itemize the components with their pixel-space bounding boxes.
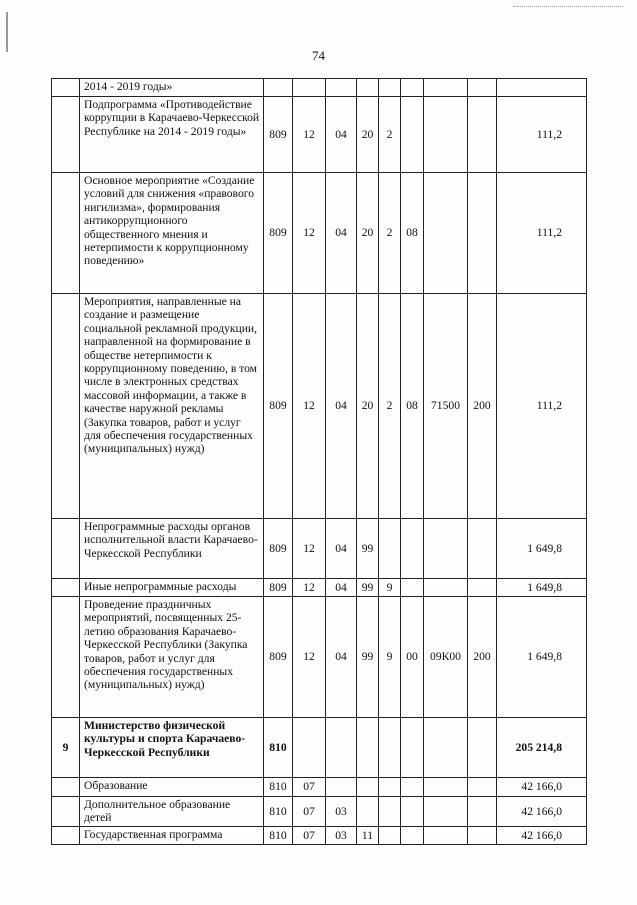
row-name: Иные непрограммные расходы bbox=[80, 579, 264, 597]
row-number: 9 bbox=[52, 718, 80, 778]
code-program: 20 bbox=[357, 97, 379, 173]
row-amount: 42 166,0 bbox=[497, 778, 587, 797]
code-direction: 09К00 bbox=[424, 597, 468, 718]
code-section bbox=[293, 79, 326, 97]
table-row bbox=[52, 827, 587, 845]
code-subprogram bbox=[379, 519, 401, 579]
code-subprogram: 2 bbox=[379, 173, 401, 294]
scan-margin-mark bbox=[6, 12, 8, 52]
table-row bbox=[52, 718, 587, 778]
code-subprogram bbox=[379, 797, 401, 827]
code-subsection bbox=[326, 79, 357, 97]
code-ministry: 810 bbox=[264, 797, 293, 827]
code-section: 12 bbox=[293, 294, 326, 519]
row-amount: 111,2 bbox=[497, 97, 587, 173]
code-subsection: 04 bbox=[326, 173, 357, 294]
code-subprogram: 2 bbox=[379, 97, 401, 173]
code-direction bbox=[424, 778, 468, 797]
row-name: Подпрограмма «Противодействие коррупции в Карачаево-Черкесской Республике на 2014 - 2019 годы» bbox=[80, 97, 264, 173]
code-expense-type bbox=[468, 579, 497, 597]
row-name: Основное мероприятие «Создание условий для снижения «правового нигилизма», формирования антикоррупционного общественного мнения и нетерпимости к коррупционному поведению» bbox=[80, 173, 264, 294]
code-subprogram bbox=[379, 778, 401, 797]
row-amount: 205 214,8 bbox=[497, 718, 587, 778]
table-row bbox=[52, 294, 587, 519]
code-subsection: 03 bbox=[326, 797, 357, 827]
code-section: 07 bbox=[293, 778, 326, 797]
table-row bbox=[52, 797, 587, 827]
code-subprogram: 9 bbox=[379, 579, 401, 597]
row-name: Дополнительное образование детей bbox=[80, 797, 264, 827]
table-row bbox=[52, 79, 587, 97]
row-name: Непрограммные расходы органов исполнительной власти Карачаево-Черкесской Республики bbox=[80, 519, 264, 579]
code-event bbox=[401, 579, 424, 597]
code-event bbox=[401, 797, 424, 827]
code-ministry: 809 bbox=[264, 294, 293, 519]
row-name: Мероприятия, направленные на создание и размещение социальной рекламной продукции, направленной на формирование в обществе нетерпимости к коррупционному поведению, в том числе в электронных средствах массовой информации, а также в качестве наружной рекламы (Закупка товаров, работ и услуг для обеспечения государственных (муниципальных) нужд) bbox=[80, 294, 264, 519]
code-subsection: 04 bbox=[326, 519, 357, 579]
row-number bbox=[52, 797, 80, 827]
code-event bbox=[401, 827, 424, 845]
code-event bbox=[401, 519, 424, 579]
table-row bbox=[52, 579, 587, 597]
row-amount: 42 166,0 bbox=[497, 797, 587, 827]
code-subprogram: 9 bbox=[379, 597, 401, 718]
code-direction bbox=[424, 579, 468, 597]
code-program bbox=[357, 79, 379, 97]
code-direction bbox=[424, 519, 468, 579]
table-row bbox=[52, 597, 587, 718]
code-section: 12 bbox=[293, 519, 326, 579]
code-ministry: 809 bbox=[264, 173, 293, 294]
code-ministry: 809 bbox=[264, 579, 293, 597]
code-subsection: 04 bbox=[326, 597, 357, 718]
code-section: 12 bbox=[293, 579, 326, 597]
scan-top-dash bbox=[513, 6, 623, 7]
row-number bbox=[52, 79, 80, 97]
code-section bbox=[293, 718, 326, 778]
code-ministry: 809 bbox=[264, 97, 293, 173]
code-program bbox=[357, 797, 379, 827]
code-ministry: 810 bbox=[264, 827, 293, 845]
row-number bbox=[52, 97, 80, 173]
code-event: 00 bbox=[401, 597, 424, 718]
code-program: 99 bbox=[357, 519, 379, 579]
code-expense-type bbox=[468, 797, 497, 827]
row-amount bbox=[497, 79, 587, 97]
code-program: 20 bbox=[357, 173, 379, 294]
row-amount: 111,2 bbox=[497, 294, 587, 519]
code-expense-type bbox=[468, 778, 497, 797]
page-number: 74 bbox=[312, 48, 325, 63]
code-expense-type bbox=[468, 173, 497, 294]
code-direction: 71500 bbox=[424, 294, 468, 519]
code-subsection: 03 bbox=[326, 827, 357, 845]
table-row bbox=[52, 97, 587, 173]
code-ministry bbox=[264, 79, 293, 97]
row-name: Проведение праздничных мероприятий, посвященных 25-летию образования Карачаево-Черкесской Республики (Закупка товаров, работ и услуг для обеспечения государственных (муниципальных) нужд) bbox=[80, 597, 264, 718]
code-section: 12 bbox=[293, 173, 326, 294]
code-program: 99 bbox=[357, 597, 379, 718]
code-program: 20 bbox=[357, 294, 379, 519]
row-number bbox=[52, 519, 80, 579]
row-number bbox=[52, 778, 80, 797]
table-row bbox=[52, 778, 587, 797]
code-event: 08 bbox=[401, 173, 424, 294]
budget-table bbox=[51, 78, 587, 845]
code-expense-type bbox=[468, 718, 497, 778]
code-program: 99 bbox=[357, 579, 379, 597]
code-subsection: 04 bbox=[326, 97, 357, 173]
code-direction bbox=[424, 79, 468, 97]
code-event: 08 bbox=[401, 294, 424, 519]
code-subsection: 04 bbox=[326, 294, 357, 519]
code-program: 11 bbox=[357, 827, 379, 845]
row-number bbox=[52, 173, 80, 294]
table-row bbox=[52, 519, 587, 579]
row-number bbox=[52, 827, 80, 845]
table-row bbox=[52, 173, 587, 294]
code-expense-type bbox=[468, 827, 497, 845]
row-number bbox=[52, 294, 80, 519]
code-section: 12 bbox=[293, 97, 326, 173]
code-program bbox=[357, 778, 379, 797]
code-ministry: 809 bbox=[264, 597, 293, 718]
code-direction bbox=[424, 718, 468, 778]
code-subprogram: 2 bbox=[379, 294, 401, 519]
code-direction bbox=[424, 797, 468, 827]
code-event bbox=[401, 97, 424, 173]
row-number bbox=[52, 597, 80, 718]
code-event bbox=[401, 778, 424, 797]
code-subsection: 04 bbox=[326, 579, 357, 597]
code-expense-type bbox=[468, 97, 497, 173]
row-name: Образование bbox=[80, 778, 264, 797]
code-subprogram bbox=[379, 718, 401, 778]
code-section: 07 bbox=[293, 827, 326, 845]
code-direction bbox=[424, 827, 468, 845]
code-ministry: 809 bbox=[264, 519, 293, 579]
row-amount: 1 649,8 bbox=[497, 579, 587, 597]
code-ministry: 810 bbox=[264, 778, 293, 797]
code-expense-type bbox=[468, 519, 497, 579]
row-amount: 111,2 bbox=[497, 173, 587, 294]
code-subprogram bbox=[379, 827, 401, 845]
row-amount: 1 649,8 bbox=[497, 597, 587, 718]
code-ministry: 810 bbox=[264, 718, 293, 778]
row-amount: 42 166,0 bbox=[497, 827, 587, 845]
code-section: 07 bbox=[293, 797, 326, 827]
code-direction bbox=[424, 97, 468, 173]
row-name: 2014 - 2019 годы» bbox=[80, 79, 264, 97]
row-amount: 1 649,8 bbox=[497, 519, 587, 579]
code-section: 12 bbox=[293, 597, 326, 718]
code-expense-type: 200 bbox=[468, 294, 497, 519]
code-program bbox=[357, 718, 379, 778]
code-subprogram bbox=[379, 79, 401, 97]
row-number bbox=[52, 579, 80, 597]
row-name: Министерство физической культуры и спорта Карачаево-Черкесской Республики bbox=[80, 718, 264, 778]
code-expense-type: 200 bbox=[468, 597, 497, 718]
code-subsection bbox=[326, 718, 357, 778]
code-event bbox=[401, 718, 424, 778]
code-expense-type bbox=[468, 79, 497, 97]
code-event bbox=[401, 79, 424, 97]
row-name: Государственная программа bbox=[80, 827, 264, 845]
code-direction bbox=[424, 173, 468, 294]
code-subsection bbox=[326, 778, 357, 797]
